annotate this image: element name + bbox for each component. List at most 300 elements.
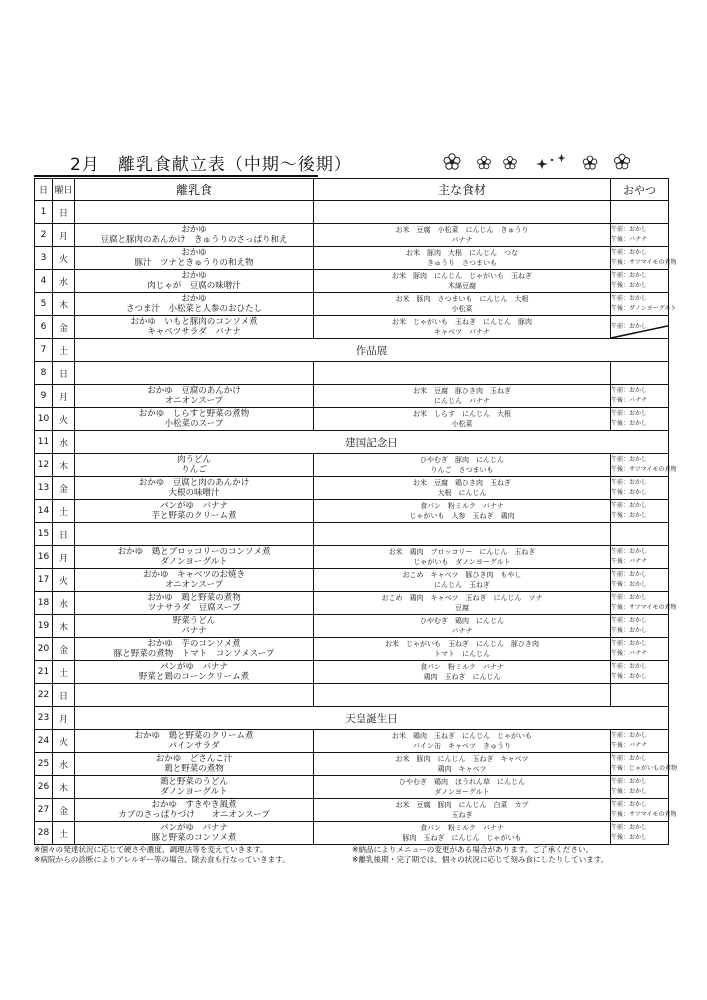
day-cell: 3 xyxy=(35,247,53,270)
ingredient-line: バナナ xyxy=(451,627,473,635)
ingredients-cell xyxy=(314,293,611,316)
meal-cell xyxy=(75,201,314,224)
meal-line: カブのさっぱりづけ オニオンスープ xyxy=(118,810,270,820)
meal-line: オニオンスープ xyxy=(164,580,224,590)
table-row xyxy=(35,408,669,431)
weekday-cell: 水 xyxy=(53,270,75,293)
ingredient-line: じゃがいも ダノンヨーグルト xyxy=(413,558,511,566)
snack-line: 午前：おかし xyxy=(611,479,648,486)
table-row xyxy=(35,247,669,270)
meal-cell xyxy=(75,270,314,293)
snack-line: 午前：おかし xyxy=(611,640,648,647)
ingredient-line: 豆腐 xyxy=(455,604,469,612)
ingredient-line: トマト にんじん xyxy=(434,650,490,658)
ingredients-cell xyxy=(314,270,611,293)
meal-line: おかゆ キャベツのお焼き xyxy=(142,570,245,580)
table-row xyxy=(35,569,669,592)
day-cell: 8 xyxy=(35,362,53,385)
event-cell: 天皇誕生日 xyxy=(75,707,669,730)
snack-line: 午後：おかし xyxy=(611,512,648,519)
snack-line: 午後：サツマイモの煮物 xyxy=(611,811,677,818)
header-meal: 離乳食 xyxy=(75,179,314,201)
snack-cell xyxy=(611,270,669,293)
table-row xyxy=(35,201,669,224)
ingredients-cell xyxy=(314,316,611,339)
day-cell: 23 xyxy=(35,707,53,730)
weekday-cell: 木 xyxy=(53,615,75,638)
ingredient-line: お米 豆腐 鶏ひき肉 玉ねぎ xyxy=(413,479,511,487)
table-row xyxy=(35,523,669,546)
day-cell: 6 xyxy=(35,316,53,339)
snack-line: 午前：おかし xyxy=(611,732,648,739)
snack-line: 午前：おかし xyxy=(611,387,648,394)
table-row xyxy=(35,362,669,385)
meal-cell xyxy=(75,753,314,776)
snack-line: 午前：おかし xyxy=(611,594,648,601)
diagonal-slash xyxy=(611,316,668,338)
snack-line: 午前：おかし xyxy=(611,571,648,578)
weekday-cell: 月 xyxy=(53,385,75,408)
snack-cell xyxy=(611,408,669,431)
snack-cell xyxy=(611,661,669,684)
ingredient-line: ひやむぎ 鶏肉 ほうれん草 にんじん xyxy=(399,778,525,786)
snack-line: 午前：おかし xyxy=(611,410,648,417)
table-row xyxy=(35,385,669,408)
meal-line: おかゆ xyxy=(181,271,207,281)
snack-line: 午前：おかし xyxy=(611,663,648,670)
table-row xyxy=(35,339,669,362)
meal-cell xyxy=(75,730,314,753)
weekday-cell: 水 xyxy=(53,753,75,776)
meal-line: おかゆ 芋のコンソメ煮 xyxy=(147,639,241,649)
snack-cell xyxy=(611,293,677,316)
meal-cell xyxy=(75,569,314,592)
snack-line: 午後：バナナ xyxy=(611,236,648,243)
ingredient-line: バナナ xyxy=(451,236,473,244)
meal-line: おかゆ 鶏とブロッコリーのコンソメ煮 xyxy=(117,547,271,557)
snack-cell xyxy=(611,753,678,776)
meal-line: キャベツサラダ バナナ xyxy=(147,327,241,337)
ingredient-line: おこめ 鶏肉 キャベツ 玉ねぎ にんじん ツナ xyxy=(381,594,543,602)
table-row xyxy=(35,822,669,845)
snack-line: 午後：おかし xyxy=(611,489,648,496)
snack-line: 午後：サツマイモの煮物 xyxy=(611,604,677,611)
snack-line: 午後：サツマイモの煮物 xyxy=(611,259,677,266)
snack-line: 午前：おかし xyxy=(611,272,648,279)
meal-line: バナナ xyxy=(181,626,207,636)
snack-cell xyxy=(611,799,677,822)
meal-line: 豆腐と豚肉のあんかけ きゅうりのさっぱり和え xyxy=(100,235,288,245)
meal-line: ダノンヨーグルト xyxy=(160,557,228,567)
day-cell: 18 xyxy=(35,592,53,615)
snack-cell xyxy=(611,546,669,569)
note-line: ※納品によりメニューの変更がある場合があります。ご了承ください。 xyxy=(352,845,594,854)
day-cell: 9 xyxy=(35,385,53,408)
flower-icon xyxy=(614,154,629,169)
weekday-cell: 土 xyxy=(53,661,75,684)
meal-cell xyxy=(75,638,314,661)
snack-cell xyxy=(611,201,669,224)
meal-line: おかゆ xyxy=(181,294,207,304)
weekday-cell: 金 xyxy=(53,477,75,500)
snack-cell xyxy=(611,385,669,408)
day-cell: 25 xyxy=(35,753,53,776)
ingredient-line: 木綿豆腐 xyxy=(448,282,476,290)
snack-line: 午後：おかし xyxy=(611,834,648,841)
meal-cell xyxy=(75,247,314,270)
ingredient-line: 食パン 粉ミルク バナナ xyxy=(420,502,504,510)
snack-line: 午後：おかし xyxy=(611,788,648,795)
meal-cell xyxy=(75,592,314,615)
ingredient-line: 鶏肉 玉ねぎ にんじん xyxy=(423,673,501,681)
ingredients-cell xyxy=(314,385,611,408)
snack-cell xyxy=(611,776,669,799)
table-row xyxy=(35,316,669,339)
ingredient-line: 大根 にんじん xyxy=(437,489,487,497)
snack-line: 午前：おかし xyxy=(611,226,648,233)
ingredient-line: ダノンヨーグルト xyxy=(434,788,490,796)
ingredients-cell xyxy=(314,454,611,477)
table-row xyxy=(35,546,669,569)
weekday-cell: 月 xyxy=(53,546,75,569)
meal-line: ダノンヨーグルト xyxy=(160,787,228,797)
ingredients-cell xyxy=(314,615,611,638)
weekday-cell: 月 xyxy=(53,707,75,730)
meal-line: りんご xyxy=(181,465,207,475)
meal-line: 肉じゃが 豆腐の味噌汁 xyxy=(147,281,241,291)
day-cell: 28 xyxy=(35,822,53,845)
notes-left xyxy=(34,845,290,865)
day-cell: 1 xyxy=(35,201,53,224)
weekday-cell: 土 xyxy=(53,500,75,523)
flower-decoration xyxy=(440,150,670,174)
snack-cell xyxy=(611,477,669,500)
snack-line: 午前：おかし xyxy=(611,824,648,831)
event-cell: 作品展 xyxy=(75,339,669,362)
weekday-cell: 日 xyxy=(53,523,75,546)
day-cell: 14 xyxy=(35,500,53,523)
weekday-cell: 月 xyxy=(53,224,75,247)
table-row xyxy=(35,753,669,776)
snack-cell xyxy=(611,822,669,845)
table-row xyxy=(35,293,669,316)
weekday-cell: 木 xyxy=(53,776,75,799)
ingredients-cell xyxy=(314,638,611,661)
header-snack: おやつ xyxy=(611,179,669,201)
weekday-cell: 土 xyxy=(53,339,75,362)
weekday-cell: 水 xyxy=(53,431,75,454)
day-cell: 5 xyxy=(35,293,53,316)
header-day: 日 xyxy=(35,179,53,201)
snack-line: 午後：じゃがいもの煮物 xyxy=(611,765,678,772)
snack-line: 午後：サツマイモの煮物 xyxy=(611,466,677,473)
snack-line: 午前：おかし xyxy=(611,249,648,256)
meal-cell xyxy=(75,546,314,569)
snack-cell xyxy=(611,454,677,477)
weekday-cell: 火 xyxy=(53,408,75,431)
header-ingredients: 主な食材 xyxy=(314,179,611,201)
ingredients-cell xyxy=(314,569,611,592)
table-row xyxy=(35,661,669,684)
snack-line: 午前：おかし xyxy=(611,323,648,330)
flower-icon xyxy=(478,156,491,168)
snack-line: 午後：おかし xyxy=(611,581,648,588)
meal-cell xyxy=(75,661,314,684)
ingredient-line: お米 じゃがいも 玉ねぎ にんじん 豚ひき肉 xyxy=(385,640,539,648)
snack-cell xyxy=(611,592,677,615)
note-line: ※個々の発達状況に応じて硬さや濃度、調理法等を変えていきます。 xyxy=(34,845,268,854)
meal-cell xyxy=(75,477,314,500)
snack-cell xyxy=(611,569,669,592)
meal-line: おかゆ 鶏と野菜のクリーム煮 xyxy=(134,731,254,741)
snack-cell xyxy=(611,224,669,247)
table-header-row xyxy=(35,179,669,201)
snack-cell xyxy=(611,638,669,661)
day-cell: 24 xyxy=(35,730,53,753)
ingredient-line: 小松菜 xyxy=(451,305,473,313)
meal-line: おかゆ xyxy=(181,248,207,258)
ingredient-line: お米 豚肉 にんじん じゃがいも 玉ねぎ xyxy=(392,272,532,280)
ingredient-line: おこめ キャベツ 豚ひき肉 もやし xyxy=(402,571,522,579)
weekday-cell: 火 xyxy=(53,569,75,592)
meal-cell xyxy=(75,776,314,799)
day-cell: 13 xyxy=(35,477,53,500)
ingredients-cell xyxy=(314,753,611,776)
meal-line: 芋と野菜のクリーム煮 xyxy=(151,511,237,521)
ingredient-line: 食パン 粉ミルク バナナ xyxy=(420,824,504,832)
ingredients-cell xyxy=(314,822,611,845)
ingredient-line: 鶏肉 キャベツ xyxy=(437,765,487,773)
weekday-cell: 火 xyxy=(53,730,75,753)
snack-line: 午前：おかし xyxy=(611,548,648,555)
ingredient-line: じゃがいも 人参 玉ねぎ 鶏肉 xyxy=(409,512,515,520)
ingredients-cell xyxy=(314,661,611,684)
meal-cell xyxy=(75,454,314,477)
ingredient-line: 小松菜 xyxy=(451,420,473,428)
weekday-cell: 木 xyxy=(53,293,75,316)
ingredient-line: パイン缶 キャベツ きゅうり xyxy=(413,742,511,750)
meal-line: ツナサラダ 豆腐スープ xyxy=(147,603,241,613)
ingredient-line: お米 じゃがいも 玉ねぎ にんじん 豚肉 xyxy=(392,318,532,326)
ingredient-line: お米 鶏肉 玉ねぎ にんじん じゃがいも xyxy=(392,732,532,740)
weekday-cell: 日 xyxy=(53,684,75,707)
meal-line: 豚と野菜の煮物 トマト コンソメスープ xyxy=(113,649,275,659)
snack-cell xyxy=(611,500,669,523)
day-cell: 21 xyxy=(35,661,53,684)
table-row xyxy=(35,730,669,753)
table-row xyxy=(35,707,669,730)
meal-line: パンがゆ バナナ xyxy=(159,501,228,511)
day-cell: 27 xyxy=(35,799,53,822)
meal-line: パンがゆ バナナ xyxy=(159,662,228,672)
snack-cell xyxy=(611,684,669,707)
meal-line: おかゆ 豆腐と肉のあんかけ xyxy=(138,478,250,488)
ingredients-cell xyxy=(314,523,611,546)
snack-cell xyxy=(611,247,677,270)
day-cell: 19 xyxy=(35,615,53,638)
sparkle-dot xyxy=(551,159,553,161)
table-row xyxy=(35,431,669,454)
ingredient-line: にんじん バナナ xyxy=(434,397,490,405)
ingredient-line: お米 豆腐 豚ひき肉 玉ねぎ xyxy=(413,387,511,395)
snack-line: 午前：おかし xyxy=(611,617,648,624)
ingredient-line: 豚肉 玉ねぎ にんじん じゃがいも xyxy=(402,834,522,842)
ingredient-line: ひやむぎ 鶏肉 にんじん xyxy=(420,617,504,625)
ingredient-line: お米 豚肉 にんじん 玉ねぎ キャベツ xyxy=(395,755,529,763)
notes-right xyxy=(352,845,608,865)
weekday-cell: 土 xyxy=(53,822,75,845)
meal-line: 大根の味噌汁 xyxy=(168,488,220,498)
day-cell: 22 xyxy=(35,684,53,707)
snack-line: 午後：バナナ xyxy=(611,650,648,657)
ingredients-cell xyxy=(314,546,611,569)
table-row xyxy=(35,224,669,247)
day-cell: 7 xyxy=(35,339,53,362)
ingredients-cell xyxy=(314,799,611,822)
table-row xyxy=(35,776,669,799)
table-row xyxy=(35,615,669,638)
table-row xyxy=(35,500,669,523)
day-cell: 11 xyxy=(35,431,53,454)
snack-cell xyxy=(611,362,669,385)
snack-cell xyxy=(611,615,669,638)
ingredient-line: きゅうり さつまいも xyxy=(427,259,497,267)
meal-line: 肉うどん xyxy=(176,455,211,465)
table-row xyxy=(35,799,669,822)
meal-cell xyxy=(75,385,314,408)
day-cell: 10 xyxy=(35,408,53,431)
weekday-cell: 木 xyxy=(53,454,75,477)
snack-cell xyxy=(611,730,669,753)
weekday-cell: 金 xyxy=(53,316,75,339)
meal-cell xyxy=(75,224,314,247)
meal-line: おかゆ しらすと野菜の煮物 xyxy=(138,409,250,419)
snack-line: 午後：おかし xyxy=(611,420,648,427)
meal-cell xyxy=(75,684,314,707)
meal-cell xyxy=(75,500,314,523)
meal-line: おかゆ 鶏と野菜の煮物 xyxy=(147,593,241,603)
snack-line: 午後：バナナ xyxy=(611,558,648,565)
ingredient-line: にんじん 玉ねぎ xyxy=(434,581,490,589)
table-row xyxy=(35,684,669,707)
snack-cell xyxy=(611,316,669,339)
meal-line: 鶏と野菜の煮物 xyxy=(164,764,224,774)
day-cell: 17 xyxy=(35,569,53,592)
meal-cell xyxy=(75,293,314,316)
ingredients-cell xyxy=(314,684,611,707)
meal-line: さつま汁 小松菜と人参のおひたし xyxy=(125,304,262,314)
snack-line: 午前：おかし xyxy=(611,295,648,302)
snack-line: 午後：おかし xyxy=(611,627,648,634)
meal-line: オニオンスープ xyxy=(164,396,224,406)
ingredients-cell xyxy=(314,592,611,615)
snack-line: 午後：バナナ xyxy=(611,742,648,749)
day-cell: 4 xyxy=(35,270,53,293)
table-row xyxy=(35,592,669,615)
day-cell: 2 xyxy=(35,224,53,247)
meal-cell xyxy=(75,799,314,822)
meal-cell xyxy=(75,316,314,339)
table-row xyxy=(35,454,669,477)
snack-line: 午後：おかし xyxy=(611,673,648,680)
page-title: 2月 離乳食献立表（中期〜後期） xyxy=(70,155,352,175)
ingredients-cell xyxy=(314,201,611,224)
ingredients-cell xyxy=(314,730,611,753)
ingredient-line: お米 豆腐 豚肉 にんじん 白菜 カブ xyxy=(395,801,529,809)
meal-line: 野菜と鶏のコーンクリーム煮 xyxy=(138,672,250,682)
meal-line: 豚と野菜のコンソメ煮 xyxy=(151,833,237,843)
ingredient-line: キャベツ バナナ xyxy=(434,328,490,336)
note-line: ※離乳後期・完了期では、個々の状況に応じて刻み食にしたりしています。 xyxy=(352,855,609,864)
meal-line: おかゆ いもと豚肉のコンソメ煮 xyxy=(130,317,258,327)
meal-cell xyxy=(75,408,314,431)
meal-line: おかゆ 豆腐のあんかけ xyxy=(147,386,241,396)
ingredients-cell xyxy=(314,362,611,385)
snack-line: 午後：バナナ xyxy=(611,397,648,404)
flower-icon xyxy=(444,154,460,169)
table-row xyxy=(35,638,669,661)
meal-line: おかゆ xyxy=(181,225,207,235)
meal-cell xyxy=(75,822,314,845)
weekday-cell: 水 xyxy=(53,592,75,615)
meal-line: 野菜うどん xyxy=(172,616,216,626)
ingredient-line: お米 豆腐 小松菜 にんじん きゅうり xyxy=(395,226,529,234)
ingredients-cell xyxy=(314,224,611,247)
flower-icon xyxy=(583,156,597,169)
header-weekday: 曜日 xyxy=(53,179,75,201)
meal-cell xyxy=(75,362,314,385)
ingredients-cell xyxy=(314,408,611,431)
ingredient-line: 食パン 粉ミルク バナナ xyxy=(420,663,504,671)
day-cell: 12 xyxy=(35,454,53,477)
ingredients-cell xyxy=(314,477,611,500)
menu-table xyxy=(34,178,678,845)
ingredient-line: お米 鶏肉 ブロッコリー にんじん 玉ねぎ xyxy=(388,548,536,556)
ingredient-line: りんご さつまいも xyxy=(430,466,494,474)
meal-line: 小松菜のスープ xyxy=(164,419,224,429)
weekday-cell: 金 xyxy=(53,638,75,661)
sparkle-icon xyxy=(536,159,548,169)
day-cell: 16 xyxy=(35,546,53,569)
ingredients-cell xyxy=(314,500,611,523)
meal-line: おかゆ どさんこ汁 xyxy=(155,754,233,764)
snack-cell xyxy=(611,523,669,546)
meal-line: パンがゆ バナナ xyxy=(159,823,228,833)
snack-line: 午前：おかし xyxy=(611,502,648,509)
sparkle-icon xyxy=(557,154,566,162)
title-underline xyxy=(34,175,318,177)
event-cell: 建国記念日 xyxy=(75,431,669,454)
ingredient-line: お米 しらす にんじん 大根 xyxy=(413,410,511,418)
ingredient-line: ひやむぎ 豚肉 にんじん xyxy=(420,456,504,464)
day-cell: 15 xyxy=(35,523,53,546)
weekday-cell: 金 xyxy=(53,799,75,822)
table-row xyxy=(35,477,669,500)
snack-line: 午後：ダノンヨーグルト xyxy=(611,305,677,312)
snack-line: 午前：おかし xyxy=(611,778,648,785)
snack-line: 午前：おかし xyxy=(611,755,648,762)
meal-line: パインサラダ xyxy=(168,741,220,751)
ingredient-line: お米 豚肉 大根 にんじん つな xyxy=(406,249,518,257)
snack-line: 午前：おかし xyxy=(611,801,648,808)
ingredients-cell xyxy=(314,247,611,270)
day-cell: 26 xyxy=(35,776,53,799)
meal-line: 豚汁 ツナときゅうりの和え物 xyxy=(134,258,254,268)
flower-icon xyxy=(504,156,517,168)
meal-cell xyxy=(75,615,314,638)
meal-line: おかゆ すきやき風煮 xyxy=(151,800,237,810)
meal-cell xyxy=(75,523,314,546)
